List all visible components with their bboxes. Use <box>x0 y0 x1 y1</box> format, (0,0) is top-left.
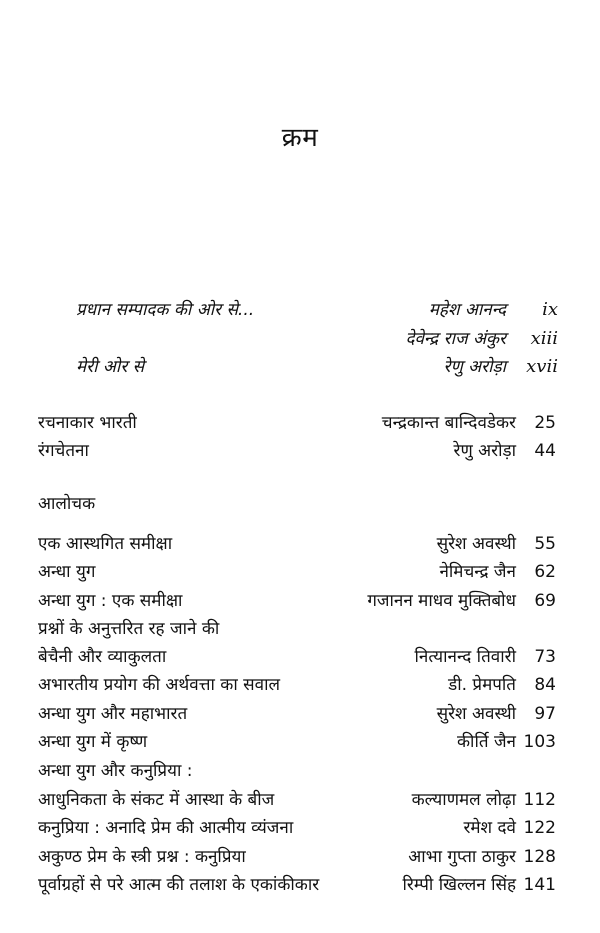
toc-entry <box>38 530 556 558</box>
entry-author: नित्यानन्द तिवारी <box>414 647 516 667</box>
entry-title: रंगचेतना <box>38 441 89 461</box>
toc-entry <box>38 643 556 671</box>
entry-page: 84 <box>534 675 556 695</box>
entry-title: प्रधान सम्पादक की ओर से... <box>76 300 255 320</box>
entry-page: 69 <box>534 591 556 611</box>
entry-author: चन्द्रकान्त बान्दिवडेकर <box>381 413 516 433</box>
entry-page: 103 <box>523 732 556 752</box>
toc-entry <box>76 353 560 381</box>
toc-entry <box>38 843 556 871</box>
entry-page: 122 <box>523 818 556 838</box>
entry-title: कनुप्रिया : अनादि प्रेम की आत्मीय व्यंजना <box>38 818 294 838</box>
entry-author: कीर्ति जैन <box>456 732 516 752</box>
entry-title: बेचैनी और व्याकुलता <box>38 647 167 667</box>
entry-author: नेमिचन्द्र जैन <box>439 562 516 582</box>
entry-title: प्रश्नों के अनुत्तरित रह जाने की <box>38 619 220 639</box>
toc-entry <box>38 587 556 615</box>
entry-title: मेरी ओर से <box>76 357 145 377</box>
entry-author: सुरेश अवस्थी <box>436 704 516 724</box>
entry-page: ix <box>542 299 558 320</box>
toc-entry <box>38 700 556 728</box>
toc-entry <box>38 757 556 785</box>
entry-page: 128 <box>523 847 556 867</box>
entry-page: 25 <box>534 413 556 433</box>
entry-page: 73 <box>534 647 556 667</box>
toc-entry <box>38 671 556 699</box>
entry-author: महेश आनन्द <box>428 300 506 320</box>
entry-author: देवेन्द्र राज अंकुर <box>405 329 506 349</box>
entry-author: रेणु अरोड़ा <box>443 357 506 377</box>
entry-page: xvii <box>526 356 558 377</box>
entry-author: रमेश दवे <box>463 818 516 838</box>
toc-entry <box>38 437 556 465</box>
entry-title: अन्धा युग : एक समीक्षा <box>38 591 183 611</box>
entry-author: गजानन माधव मुक्तिबोध <box>367 591 516 611</box>
entry-title: एक आस्थगित समीक्षा <box>38 534 173 554</box>
entry-page: 97 <box>534 704 556 724</box>
entry-title: अन्धा युग और महाभारत <box>38 704 188 724</box>
entry-author: रेणु अरोड़ा <box>453 441 516 461</box>
entry-title: रचनाकार भारती <box>38 413 137 433</box>
entry-title: अन्धा युग <box>38 562 96 582</box>
toc-entry <box>38 615 556 643</box>
toc-entry <box>76 296 560 324</box>
toc-entry <box>38 814 556 842</box>
entry-title: पूर्वाग्रहों से परे आत्म की तलाश के एकांकीकार <box>38 875 320 895</box>
toc-entry <box>76 325 560 353</box>
toc-entry <box>38 786 556 814</box>
section-heading: आलोचक <box>38 494 96 514</box>
entry-title: अन्धा युग में कृष्ण <box>38 732 148 752</box>
entry-page: xiii <box>530 328 558 349</box>
entry-author: रिम्पी खिल्लन सिंह <box>402 875 516 895</box>
entry-page: 62 <box>534 562 556 582</box>
toc-entry <box>38 558 556 586</box>
entry-title: अभारतीय प्रयोग की अर्थवत्ता का सवाल <box>38 675 281 695</box>
toc-entry <box>38 409 556 437</box>
entry-title: आधुनिकता के संकट में आस्था के बीज <box>38 790 275 810</box>
entry-title: अकुण्ठ प्रेम के स्त्री प्रश्न : कनुप्रिया <box>38 847 246 867</box>
entry-page: 55 <box>534 534 556 554</box>
toc-entry <box>38 728 556 756</box>
entry-author: डी. प्रेमपति <box>448 675 516 695</box>
page-title: क्रम <box>281 123 319 153</box>
entry-page: 112 <box>523 790 556 810</box>
entry-page: 141 <box>523 875 556 895</box>
entry-author: कल्याणमल लोढ़ा <box>411 790 516 810</box>
toc-entry <box>38 871 556 899</box>
entry-author: आभा गुप्ता ठाकुर <box>408 847 516 867</box>
entry-title: अन्धा युग और कनुप्रिया : <box>38 761 193 781</box>
entry-author: सुरेश अवस्थी <box>436 534 516 554</box>
entry-page: 44 <box>534 441 556 461</box>
